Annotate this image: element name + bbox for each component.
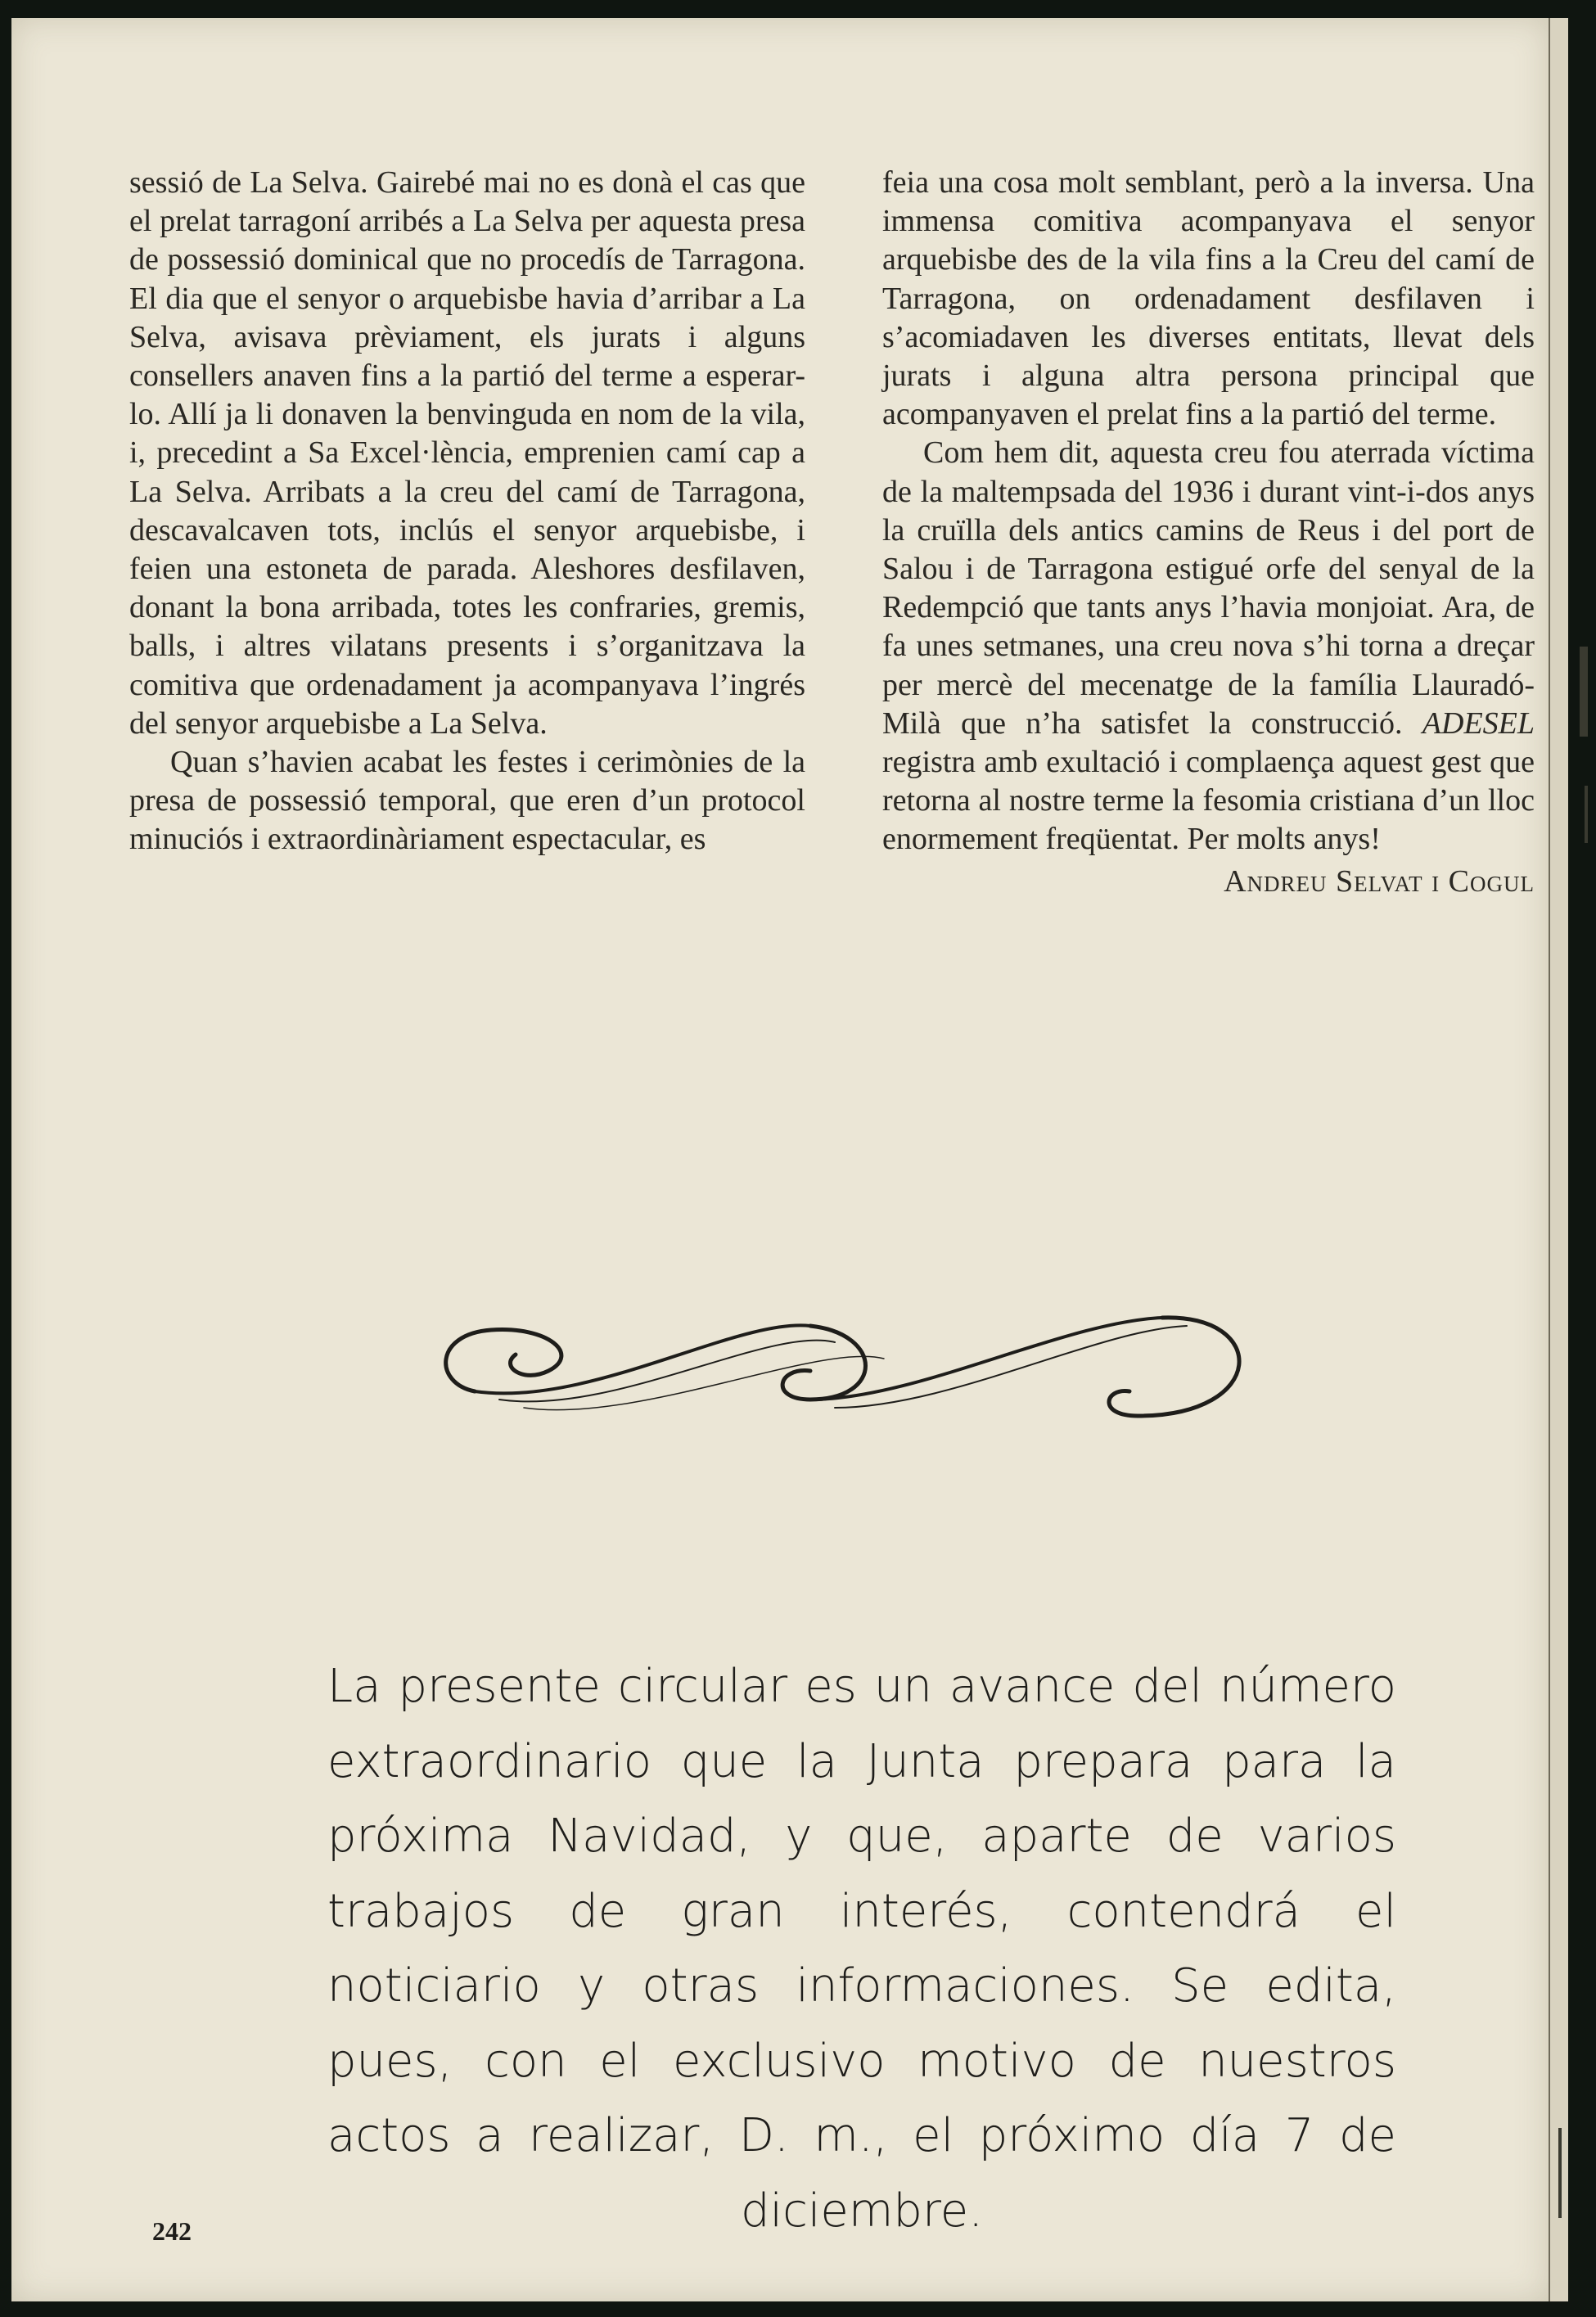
paragraph-text: registra amb exultació i complaença aquest gest que retorna al nostre terme la fesomia cristiana d’un lloc enormement freqüentat. Per molts anys! — [882, 745, 1535, 857]
edge-mark — [1585, 786, 1588, 843]
paragraph: sessió de La Selva. Gairebé mai no es donà el cas que el prelat tarragoní arribés a La Selva per aquesta presa de possessió dominical que no procedís de Tarragona. El dia que el senyor o arquebisbe havia d’arribar a La Selva, avisava prèviament, els jurats i alguns consellers anaven fins a la partió del terme a esperar-lo. Allí ja li donaven la benvinguda en nom de la vila, i, precedint a Sa Excel·lència, emprenien camí cap a La Selva. Arribats a la creu del camí de Tarragona, descavalcaven tots, inclús el senyor arquebisbe, i feien una estoneta de parada. Aleshores desfilaven, donant la bona arribada, totes les confraries, gremis, balls, i altres vilatans presents i s’organitzava la comitiva que ordenadament ja acompanyava l’ingrés del senyor arquebisbe a La Selva. — [129, 165, 805, 741]
next-page-edge — [1549, 18, 1570, 2301]
paragraph — [882, 434, 1535, 859]
article-left-column — [129, 164, 805, 859]
paragraph-text: Com hem dit, aquesta creu fou aterrada víctima de la maltempsada del 1936 i durant vint-i-dos anys la cruïlla dels antics camins de Reus i del port de Salou i de Tarragona estigué orfe del senyal de la Redempció que tants anys l’havia monjoiat. Ara, de fa unes setmanes, una creu nova s’hi torna a dreçar per mercè del mecenatge de la família Llauradó-Milà que n’ha satisfet la construcció. — [882, 435, 1535, 741]
paragraph: Quan s’havien acabat les festes i cerimònies de la presa de possessió temporal, que eren d’un protocol minuciós i extraordinàriament espectacular, es — [129, 745, 805, 857]
page-number: 242 — [152, 2216, 192, 2246]
article-right-column — [882, 164, 1535, 901]
flourish-ornament — [426, 1293, 1277, 1432]
organization-name: ADESEL — [1422, 705, 1535, 741]
author-signature: Andreu Selvat i Cogul — [1224, 863, 1535, 899]
paragraph: feia una cosa molt semblant, però a la inversa. Una immensa comitiva acompanyava el senyor arquebisbe des de la vila fins a la Creu del camí de Tarragona, on ordenadament desfilaven i s’acomiadaven les diverses entitats, llevat dels jurats i alguna altra persona principal que acompanyaven el prelat fins a la partió del terme. — [882, 165, 1535, 432]
edge-mark — [1580, 647, 1588, 737]
edge-mark — [1558, 2128, 1562, 2218]
announcement-notice: La presente circular es un avance del número extraordinario que la Junta prepara para la próxima Navidad, y que, aparte de varios trabajos de gran interés, contendrá el noticiario y otras informaciones. Se edita, pues, con el exclusivo motivo de nuestros actos a realizar, D. m., el próximo día 7 de diciembre. — [327, 1660, 1396, 2238]
scan-border — [1568, 0, 1596, 2317]
